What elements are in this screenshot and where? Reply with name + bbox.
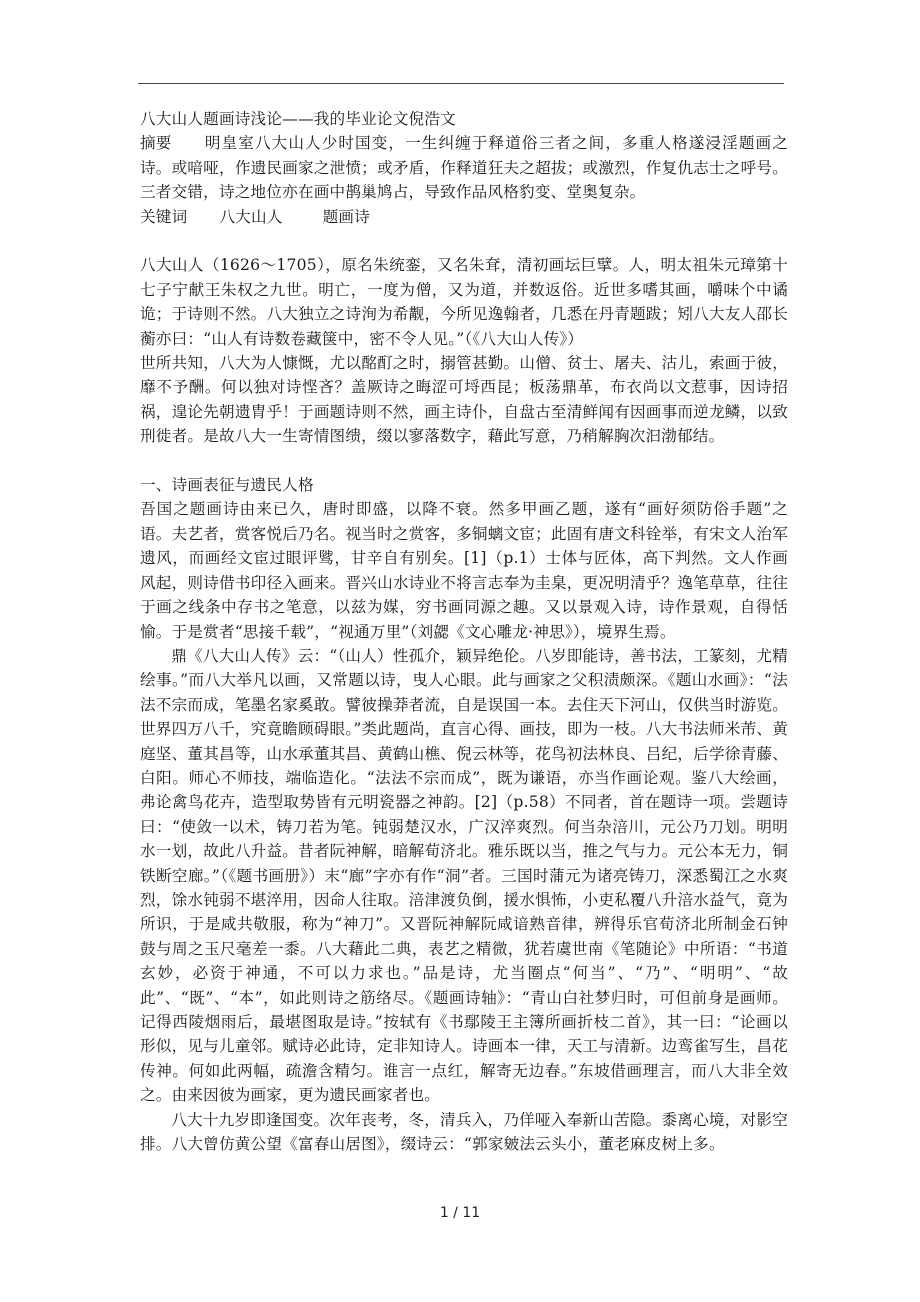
page-indicator: 1 / 11 [439,1205,481,1221]
intro-paragraph: 八大山人（1626～1705），原名朱统銮，又名朱耷，清初画坛巨擘。人，明太祖朱元璋第十七子宁献王朱权之九世。明亡，一度为僧，又为道，并数返俗。近世多嗜其画，嚼味个中谲诡；于诗则不然。八大独立之诗洵为希觏，今所见逸翰者，几悉在丹青题跋；矧八大友人邵长蘅亦曰：“山人有诗数卷藏箧中，密不令人见。”（《八大山人传》） [140,256,788,348]
intro-paragraph: 世所共知，八大为人慷慨，尤以酩酊之时，搦管甚勤。山僧、贫士、屠夫、沽儿，索画于彼，靡不予酬。何以独对诗悭吝？盖厥诗之晦涩可埒西昆；板荡鼎革，布衣尚以文惹事，因诗招祸，遑论先朝遗胄乎！于画题诗则不然，画主诗仆，自盘古至清鲜闻有因画事而逆龙鳞，以致刑徙者。是故八大一生寄情图缋，缀以寥落数字，藉此写意，乃稍解胸次汩渤郁结。 [140,354,788,446]
keyword-item: 八大山人 [219,207,283,226]
abstract-label: 摘要 [140,134,172,153]
body-paragraph: 吾国之题画诗由来已久，唐时即盛，以降不衰。然多甲画乙题，遂有“画好须防俗手题”之语。夫艺者，赏客悦后乃名。视当时之赏客，多铜螭文宦；此固有唐文科铨举，有宋文人治军遗风，而画经文宦过眼评骘，甘辛自有别矣。[1]（p.1）士体与匠体，高下判然。文人作画风起，则诗借书印径入画来。晋兴山水诗业不将言志奉为圭臬，更况明清乎？逸笔草草，往往于画之线条中存书之笔意，以兹为媒，穷书画同源之趣。又以景观入诗，诗作景观，自得恬愉。于是赏者“思接千载”，“视通万里”（刘勰《文心雕龙·神思》），境界生焉。 [140,500,788,641]
keywords-label: 关键词 [140,207,188,226]
keywords-line [140,205,788,229]
section-heading: 一、诗画表征与遗民人格 [140,476,314,495]
body-paragraph: 八大十九岁即逢国变。次年丧考，冬，清兵入，乃佯哑入奉新山苦隐。黍离心境，对影空排。八大曾仿黄公望《富春山居图》，缀诗云：“郭家皴法云头小，董老麻皮树上多。 [140,1110,788,1154]
abstract-text: 明皇室八大山人少时国变，一生纠缠于释道俗三者之间，多重人格遂浸淫题画之诗。或喑哑，作遗民画家之泄愤；或矛盾，作释道狂夫之超拔；或激烈，作复仇志士之呼号。三者交错，诗之地位亦在画中鹊巢鸠占，导致作品风格豹变、堂奥复杂。 [140,134,788,202]
document-title: 八大山人题画诗浅论——我的毕业论文倪浩文 [140,110,456,128]
body-paragraph: 鼎《八大山人传》云：“（山人）性孤介，颖异绝伦。八岁即能诗，善书法，工篆刻，尤精绘事。”而八大举凡以画，又常题以诗，曳人心眼。此与画家之父积渍颇深。《题山水画》：“法法不宗而成，笔墨名家奚敢。譬彼操莽者流，自是误国一本。去住天下河山，仅供当时游览。世界四万八千，究竟瞻顾碍眼。”类此题尚，直言心得、画技，即为一枝。八大书法师米芾、黄庭坚、董其昌等，山水承董其昌、黄鹤山樵、倪云林等，花鸟初法林良、吕纪，后学徐青藤、白阳。师心不师技，端临造化。“法法不宗而成”，既为谦语，亦当作画论观。鉴八大绘画，弗论禽鸟花卉，造型取势皆有元明瓷器之神韵。[2]（p.58）不同者，首在题诗一项。尝题诗曰：“使敛一以术，铸刀若为笔。钝弱楚汉水，广汉淬爽烈。何当杂涪川，元公乃刀划。明明水一划，故此八升益。昔者阮神解，暗解荀济北。雅乐既以当，推之气与力。元公本无力，铜铁断空廊。”（《题书画册》）末“廊”字亦有作“洞”者。三国时蒲元为诸亮铸刀，深悉蜀江之水爽烈，馀水钝弱不堪淬用，因命人往取。涪津渡负倒，援水惧怖，小吏私覆八升涪水益气，竟为所识，于是咸共敬服，称为“神刀”。又晋阮神解阮咸谙熟音律，辨得乐官荀济北所制金石钟鼓与周之玉尺毫差一黍。八大藉此二典，表艺之精微，犹若虞世南《笔随论》中所语：“书道玄妙，必资于神通，不可以力求也。”品是诗，尤当圈点“何当”、“乃”、“明明”、“故此”、“既”、“本”，如此则诗之筋络尽。《题画诗轴》：“青山白社梦归时，可但前身是画师。记得西陵烟雨后，最堪图取是诗。”按轼有《书鄢陵王主簿所画折枝二首》，其一曰：“论画以形似，见与儿童邻。赋诗必此诗，定非知诗人。诗画本一律，天工与清新。边鸾雀写生，昌花传神。何如此两幅，疏澹含精匀。谁言一点红，解寄无边春。”东坡借画理言，而八大非全效之。由来因彼为画家，更为遗民画家者也。 [140,646,788,1105]
keyword-item: 题画诗 [322,207,370,226]
header-rule [138,83,784,84]
abstract [140,131,788,204]
document-body [140,107,788,1156]
